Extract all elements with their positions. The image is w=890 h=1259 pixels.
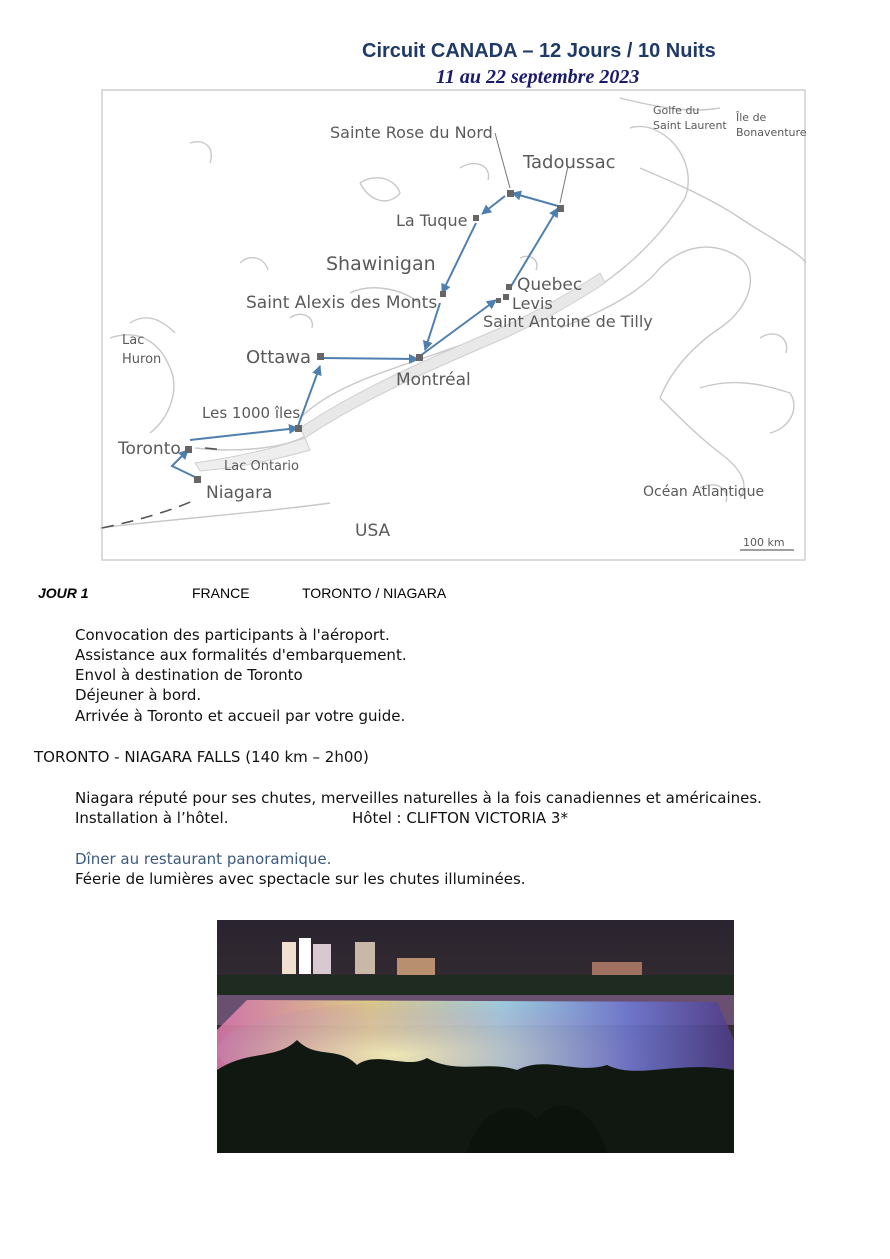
day-label: JOUR 1 xyxy=(38,585,89,601)
label-lac-ontario: Lac Ontario xyxy=(224,459,299,474)
svg-text:Lac xyxy=(122,333,144,348)
label-ocean: Océan Atlantique xyxy=(643,484,765,500)
label-golfe-1: Golfe du xyxy=(653,104,700,117)
line-diner: Dîner au restaurant panoramique. xyxy=(75,850,332,868)
label-ottawa: Ottawa xyxy=(246,347,312,368)
svg-text:Bonaventure xyxy=(736,126,807,139)
label-levis: Levis xyxy=(512,294,553,313)
day-to: TORONTO / NIAGARA xyxy=(302,585,447,601)
label-niagara: Niagara xyxy=(206,483,273,503)
label-sainte-rose: Sainte Rose du Nord xyxy=(330,123,493,142)
svg-text:Île de xyxy=(735,111,767,124)
niagara-falls-photo xyxy=(217,920,734,1153)
label-scale: 100 km xyxy=(743,536,785,549)
label-ile-1: Île de xyxy=(736,111,767,124)
label-shawinigan: Shawinigan xyxy=(326,253,436,275)
label-quebec: Quebec xyxy=(517,275,583,295)
svg-text:Huron xyxy=(122,352,161,367)
segment-heading: TORONTO - NIAGARA FALLS (140 km – 2h00) xyxy=(34,748,369,766)
label-tadoussac: Tadoussac xyxy=(523,152,616,173)
label-la-tuque: La Tuque xyxy=(396,211,468,230)
line-installation: Installation à l’hôtel. xyxy=(75,809,229,827)
label-usa: USA xyxy=(355,521,391,541)
label-golfe-2: Saint Laurent xyxy=(653,119,727,132)
label-mille-iles: Les 1000 îles xyxy=(202,404,301,422)
day-from: FRANCE xyxy=(192,585,250,601)
label-montreal: Montréal xyxy=(396,370,471,390)
circuit-title: Circuit CANADA – 12 Jours / 10 Nuits xyxy=(362,40,716,62)
line-assistance: Assistance aux formalités d'embarquement. xyxy=(75,646,407,664)
line-niagara-desc: Niagara réputé pour ses chutes, merveilles naturelles à la fois canadiennes et américaines. xyxy=(75,789,762,807)
label-saint-antoine: Saint Antoine de Tilly xyxy=(483,312,653,331)
line-feerie: Féerie de lumières avec spectacle sur les chutes illuminées. xyxy=(75,870,526,888)
label-saint-alexis: Saint Alexis des Monts xyxy=(246,293,438,313)
label-ile-2: Bonaventure xyxy=(736,126,807,139)
label-lac-huron-2: Huron xyxy=(122,352,162,367)
label-lac-huron-1: Lac xyxy=(122,333,145,348)
line-convocation: Convocation des participants à l'aéroport. xyxy=(75,626,390,644)
svg-text:Golfe du xyxy=(653,104,699,117)
label-toronto: Toronto xyxy=(118,439,181,459)
line-arrivee: Arrivée à Toronto et accueil par votre guide. xyxy=(75,707,406,725)
line-dejeuner: Déjeuner à bord. xyxy=(75,686,202,704)
hotel-name: Hôtel : CLIFTON VICTORIA 3* xyxy=(352,809,568,827)
line-envol: Envol à destination de Toronto xyxy=(75,666,303,684)
route-map xyxy=(100,88,808,563)
svg-text:Saint Laurent xyxy=(653,119,727,132)
circuit-dates: 11 au 22 septembre 2023 xyxy=(436,66,640,88)
